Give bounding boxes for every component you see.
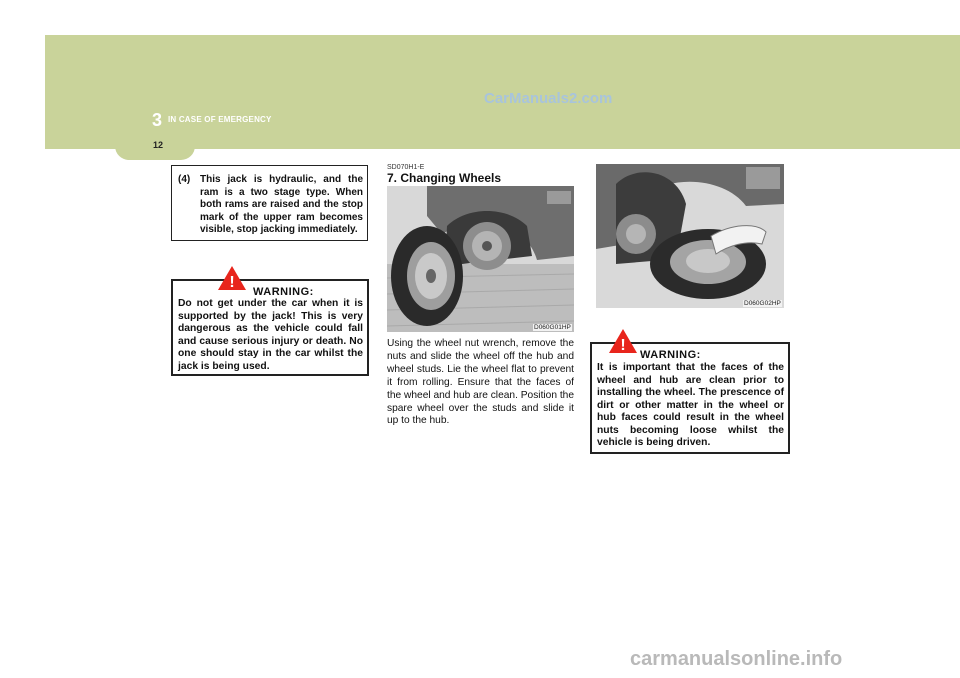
section-title: 7. Changing Wheels: [387, 171, 502, 185]
note-number: (4): [178, 174, 191, 185]
image-code-right: D060G02HP: [744, 300, 781, 307]
warning-title: WARNING:: [253, 286, 314, 298]
warning-text: It is important that the faces of the wheel and hub are clean prior to installing the wheel. The prescence of dirt or other matter in the wheel or hub faces could result in the wheel nuts becoming loose whilst the vehicle is being driven.: [597, 362, 784, 448]
section-code: SD070H1-E: [387, 164, 425, 171]
warning-box-right: [590, 337, 790, 454]
svg-text:!: !: [620, 337, 626, 354]
wheel-removal-illustration: [387, 186, 574, 332]
note-text: This jack is hydraulic, and the ram is a two stage type. When both rams are raised and the stop mark of the upper ram becomes visible, stop jacking immediately.: [200, 174, 363, 235]
chapter-number: 3: [152, 110, 163, 130]
warning-box-left: [171, 274, 369, 376]
chapter-title: IN CASE OF EMERGENCY: [168, 115, 272, 124]
svg-text:!: !: [229, 274, 235, 291]
warning-title: WARNING:: [640, 349, 701, 361]
watermark-top: CarManuals2.com: [484, 90, 613, 107]
jack-note-box: [171, 165, 368, 241]
page-number: 12: [153, 140, 164, 150]
wheel-cleaning-illustration: [596, 164, 784, 308]
watermark-bottom: carmanualsonline.info: [630, 648, 843, 670]
warning-text: Do not get under the car when it is supported by the jack! This is very dangerous as the vehicle could fall and cause serious injury or death. No one should stay in the car whilst the jack is being used.: [178, 298, 363, 372]
section-body-text: Using the wheel nut wrench, remove the nuts and slide the wheel off the hub and wheel studs. Lie the wheel flat to prevent it from rolling. Ensure that the faces of the wheel and hub are clean. Position the spare wheel over the studs and slide it up to the hub.: [387, 338, 574, 427]
warning-triangle-icon: [217, 265, 247, 291]
warning-triangle-icon: [608, 328, 638, 354]
image-code-center: D060G01HP: [534, 324, 571, 331]
